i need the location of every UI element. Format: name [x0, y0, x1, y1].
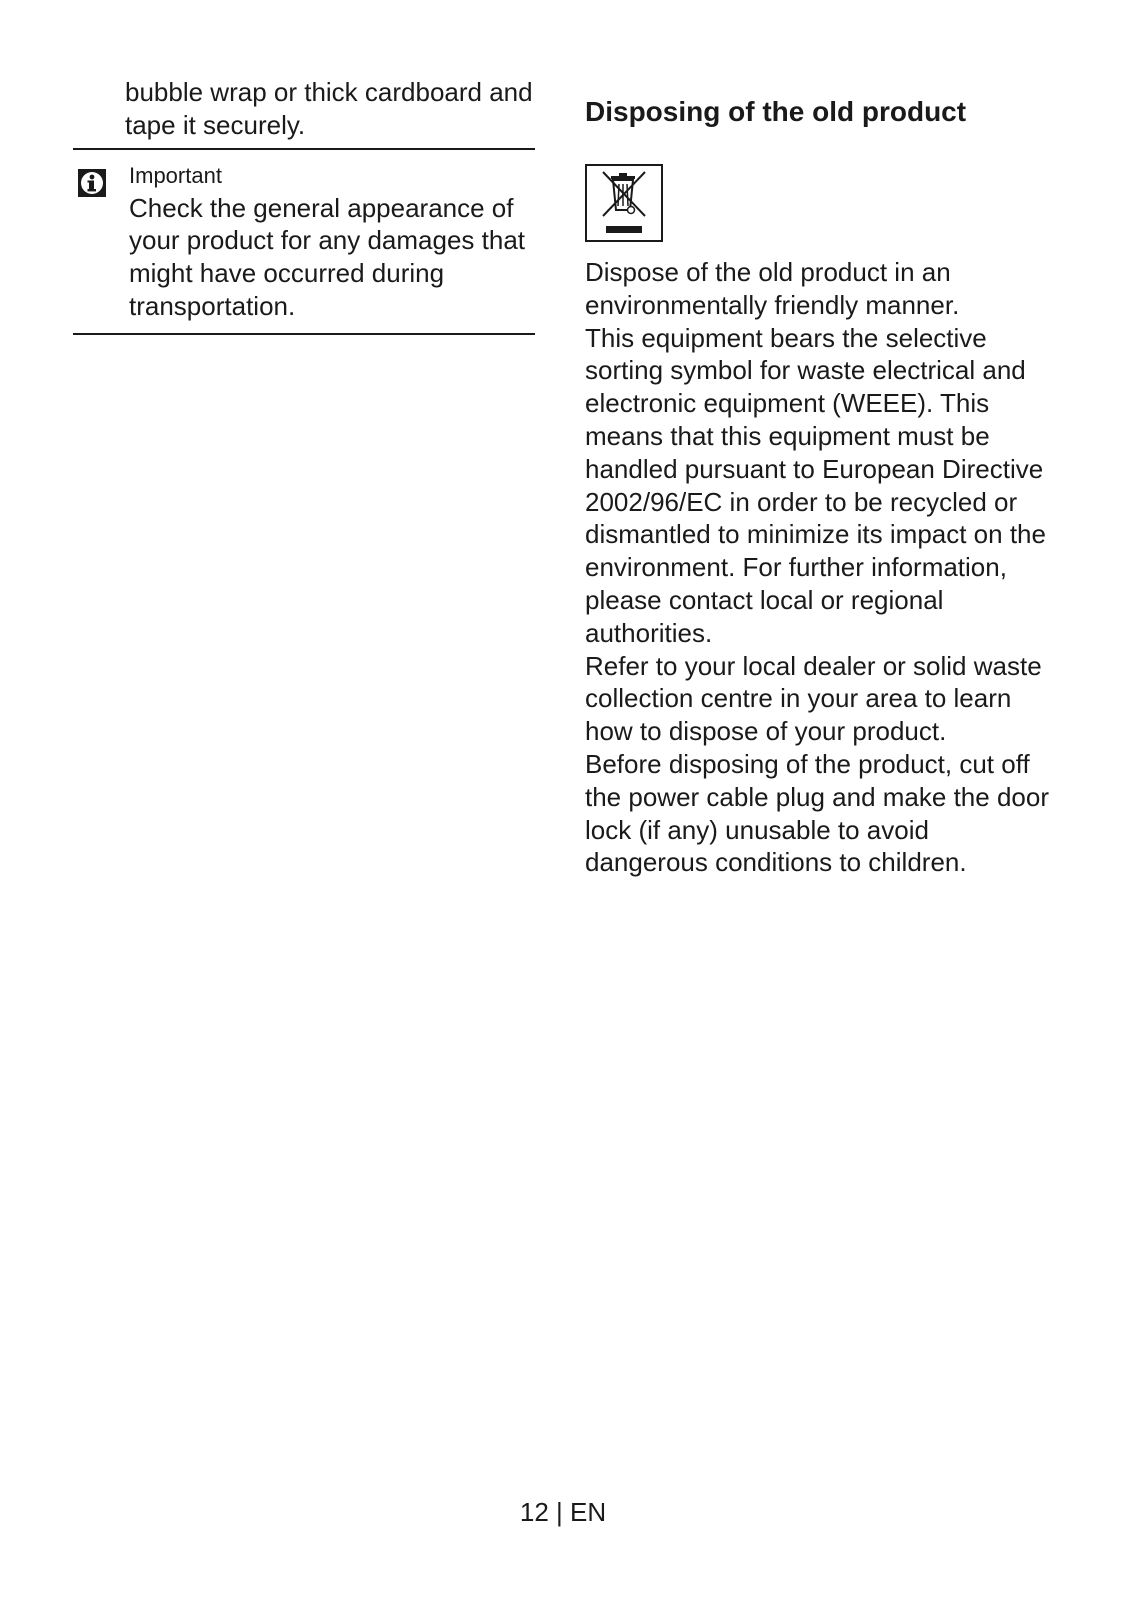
paragraph: Dispose of the old product in an environmentally friendly manner.	[585, 257, 960, 320]
paragraph: Before disposing of the product, cut off the power cable plug and make the door lock (if any) unusable to avoid dangerous conditions to children.	[585, 748, 1049, 878]
paragraph: Refer to your local dealer or solid waste collection centre in your area to learn how to dispose of your product.	[585, 650, 1042, 747]
page-number: 12 | EN	[519, 1497, 607, 1527]
note-label: Important	[129, 162, 222, 188]
important-note	[73, 150, 535, 333]
weee-symbol	[585, 164, 663, 242]
right-column	[585, 94, 1055, 879]
note-text: Check the general appearance of your product for any damages that might have occurred during transportation.	[129, 192, 526, 321]
section-heading: Disposing of the old product	[585, 96, 967, 127]
divider-bottom	[73, 333, 535, 335]
info-icon	[77, 168, 107, 198]
paragraph: This equipment bears the selective sorting symbol for waste electrical and electronic equipment (WEEE). This means that this equipment must be handled pursuant to European Directive 2002/96/EC in order to be recycled or dismantled to minimize its impact on the environment. For further information, please contact local or regional authorities.	[585, 322, 1046, 648]
continuation-text: bubble wrap or thick cardboard and tape it securely.	[125, 77, 533, 140]
left-column	[73, 76, 535, 335]
disposal-text	[585, 256, 1055, 879]
crossed-out-wheelie-bin-icon	[587, 166, 661, 240]
